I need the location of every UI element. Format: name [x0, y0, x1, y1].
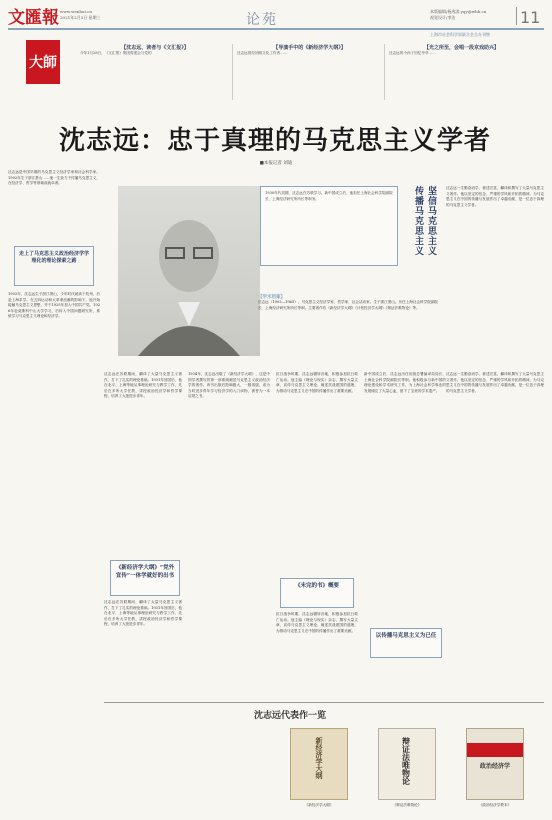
newspaper-logo: 文匯報 — [8, 8, 59, 28]
body-column-4: 抗日战争时期，沈志远辗转各地，积极参加抗日救亡运动。他主编《理论与现实》杂志，撰写大量文章，宣传马克思主义理论，阐述抗战建国的道理，为推动马克思主义在中国的传播作出了重要贡献。 — [276, 372, 358, 393]
promo-title: 【沈志远、读者与《文汇报》】 — [121, 45, 189, 51]
profile-text: 沈志远（1902—1965），马克思主义经济学家、哲学家、社会活动家。生于浙江萧山。历任上海社会科学院副院长、上海经济研究所所长等职。主要著作有《新经济学大纲》《计划经济学大纲》《辩证法唯物论》等。 — [258, 300, 438, 310]
side-quote: 走上了马克思主义政治经济学学理化的理论探索之路 — [14, 246, 94, 286]
promo-block-2 — [232, 44, 382, 100]
body-column-5: 新中国成立后，沈志远历任出版总署编译局局长、上海社会科学院副院长等职。他积极参与新中国的理论建设和学术研究工作，为上海社会科学事业的发展倾注了大量心血，留下了宝贵的学术遗产。 — [364, 372, 446, 393]
design-line: 视觉设计/李洁 — [430, 15, 456, 20]
section-name: 论苑 — [246, 12, 278, 28]
lead-intro: 沈志远是中国早期的马克思主义经济学家和社会科学家。1902年生于浙江萧山……他一生致力于传播马克思主义，在经济学、哲学等领域成就卓著。 — [8, 170, 100, 186]
promo-block-1 — [80, 44, 230, 100]
body-column-2b: 沈志远在苏联期间，翻译了大量马克思主义著作，打下了扎实的理论基础。1931年回国后，他在北平、上海等地从事理论研究与教学工作，先后在多所大学任教，讲授政治经济学和哲学课程，培养了大批进步青年。 — [104, 600, 182, 627]
body-column-2: 沈志远在苏联期间，翻译了大量马克思主义著作，打下了扎实的理论基础。1931年回国后，他在北平、上海等地从事理论研究与教学工作，先后在多所大学任教，讲授政治经济学和哲学课程，培养了大批进步青年。 — [104, 372, 182, 399]
promo-block-3 — [384, 44, 534, 100]
promo-title: 【导演手中的《新经济学大纲》】 — [273, 45, 346, 51]
quote-box-1: 《新经济学大纲》“党外宣传”一体学就好的出书 — [110, 560, 180, 596]
editor-line: 本版编辑/杨逸淇 yqy@whb.cn — [430, 9, 487, 14]
body-column-4b: 抗日战争时期，沈志远辗转各地，积极参加抗日救亡运动。他主编《理论与现实》杂志，撰写大量文章，宣传马克思主义理论，阐述抗战建国的道理，为推动马克思主义在中国的传播作出了重要贡献。 — [276, 612, 358, 633]
vertical-title: 坚信马克思主义 传播马克思主义 — [413, 186, 436, 256]
article-headline: 沈志远：忠于真理的马克思主义学者 — [58, 126, 491, 156]
book-caption-3: 《政治经济学教本》 — [478, 803, 512, 807]
book-cover-title: 政治经济学 — [479, 763, 510, 770]
byline: ■本报记者 刘迪 — [259, 161, 293, 166]
body-column-3: 1934年，沈志远出版了《新经济学大纲》，这是中国学者撰写的第一部系统阐述马克思主义政治经济学的著作。该书出版后影响极大，一版再版，成为当时进步青年学习经济学的入门读物，被誉为一本启蒙之书。 — [188, 372, 270, 399]
issue-date: 2021年2月3日 星期三 — [60, 15, 101, 20]
photo-caption: 1930年代初期，沈志远在苏联学习。新中国成立后，他担任上海社会科学院副院长、上海经济研究所所长等职务。 — [260, 186, 398, 266]
book-cover-band — [467, 743, 523, 757]
portrait-figure-icon — [118, 186, 260, 356]
works-section-title: 沈志远代表作一览 — [253, 711, 326, 721]
book-cover-title: 辩证法唯物论 — [401, 737, 412, 785]
promo-title: 【光之所至，会唱一段京戏助兴】 — [423, 45, 499, 51]
body-column-6: 沈志远一生勤奋治学，著述宏富，翻译和撰写了大量马克思主义著作。他以坚定的信念、严谨的学风和开拓的精神，为马克思主义在中国的传播与发展作出了卓越贡献，是一位忠于真理的马克思主义学者。 — [446, 186, 544, 207]
book-cover-2 — [378, 728, 436, 800]
works-divider — [104, 702, 544, 703]
quote-box-3: 以传播马克思主义为已任 — [370, 628, 442, 658]
portrait-photo — [118, 186, 260, 356]
book-cover-1 — [290, 728, 348, 800]
promo-text: 沈志远曾经回顾文化工作者…… — [237, 51, 288, 55]
header-rule — [8, 28, 544, 30]
promo-text: 沈志远的小孙子回忆爷爷…… — [389, 51, 436, 55]
column-logo-badge: 大師 — [26, 40, 60, 84]
book-cover-3 — [466, 728, 524, 800]
page-number: 11 — [520, 8, 541, 27]
book-cover-title: 新经济学大纲 — [315, 737, 324, 779]
body-column-6b: 沈志远一生勤奋治学，著述宏富，翻译和撰写了大量马克思主义著作。他以坚定的信念、严谨的学风和开拓的精神，为马克思主义在中国的传播与发展作出了卓越贡献，是一位忠于真理的马克思主义学者。 — [446, 372, 544, 393]
quote-box-2: 《未完的书》概要 — [280, 578, 354, 608]
book-caption-2: 《辩证法唯物论》 — [392, 803, 422, 807]
book-caption-1: 《新经济学大纲》 — [304, 803, 334, 807]
promo-text: 今年1月28日，《文汇报》集团将建会与党的 — [80, 51, 152, 55]
profile-label: 【学术档案】 — [258, 295, 285, 300]
website-url: www.wenhui.cn — [60, 9, 92, 14]
profile-box — [258, 294, 438, 354]
header-divider — [516, 7, 517, 25]
institution-bar: 上海市社会科学界联合会合办刊物 — [430, 32, 490, 37]
body-column-1: 1902年，沈志远生于浙江萧山，少年时代就读于杭州，后赴上海求学。在五四运动和大革命浪潮的影响下，他开始接触马克思主义思想，并于1925年加入中国共产党。1926年赴莫斯科中山大学学习，后转入中国问题研究所，系统学习马克思主义理论和经济学。 — [8, 292, 100, 319]
